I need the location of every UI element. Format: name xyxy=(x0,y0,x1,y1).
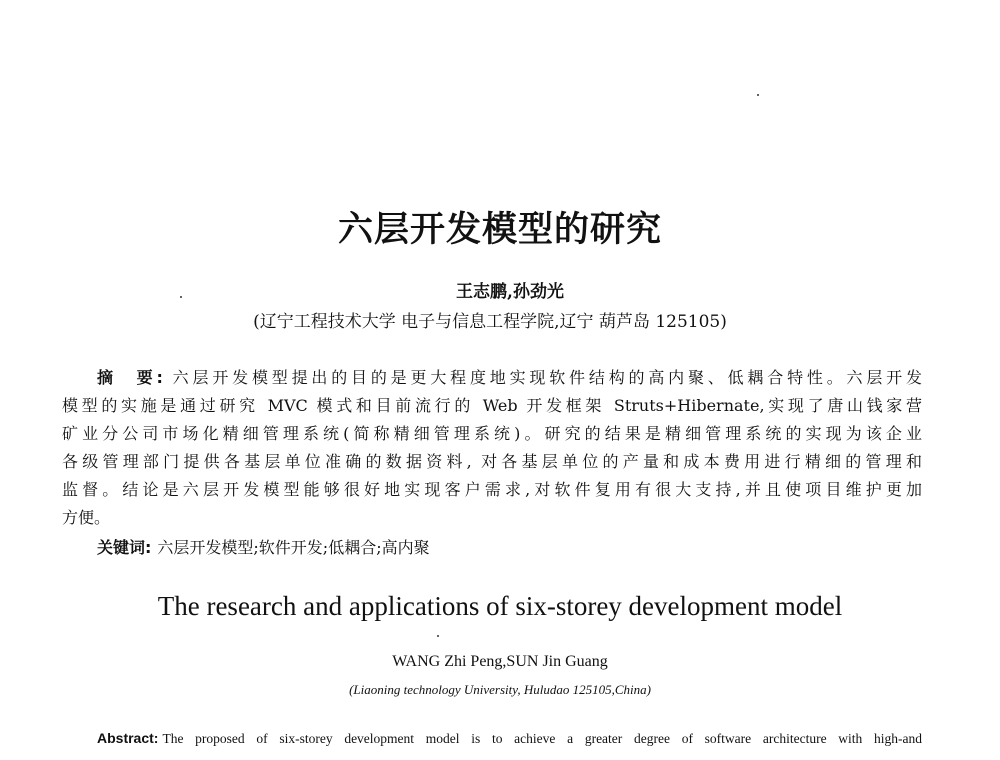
authors-en: WANG Zhi Peng,SUN Jin Guang xyxy=(392,653,608,670)
abstract-zh-line-1 xyxy=(97,365,922,391)
abstract-en-text: The proposed of six-storey development model is to achieve a greater degree of software architecture with high-and xyxy=(162,731,922,746)
abstract-zh-line-2: 模型的实施是通过研究 MVC 模式和目前流行的 Web 开发框架 Struts+Hibernate,实现了唐山钱家营 xyxy=(62,396,922,415)
abstract-zh-line-4: 各级管理部门提供各基层单位准确的数据资料, 对各基层单位的产量和成本费用进行精细的管理和 xyxy=(62,452,922,471)
abstract-en-label: Abstract: xyxy=(97,730,159,746)
affiliation-zh: (辽宁工程技术大学 电子与信息工程学院,辽宁 葫芦岛 125105) xyxy=(253,312,727,332)
keywords-zh xyxy=(97,535,430,561)
abstract-zh-line-5: 监督。结论是六层开发模型能够很好地实现客户需求,对软件复用有很大支持,并且使项目维护更加 xyxy=(62,480,922,499)
keywords-zh-text: 六层开发模型;软件开发;低耦合;高内聚 xyxy=(157,538,430,557)
affiliation-en: (Liaoning technology University, Huludao 125105,China) xyxy=(349,682,651,697)
abstract-en xyxy=(97,728,922,748)
abstract-zh-text: 六层开发模型提出的目的是更大程度地实现软件结构的高内聚、低耦合特性。六层开发 xyxy=(168,368,922,387)
paper-title-en: The research and applications of six-storey development model xyxy=(157,591,843,621)
scan-speck xyxy=(437,635,439,637)
abstract-zh-line-6: 方便。 xyxy=(62,508,111,527)
paper-title-zh: 六层开发模型的研究 xyxy=(337,210,662,250)
keywords-zh-label: 关键词: xyxy=(97,538,152,557)
abstract-zh-line-3: 矿业分公司市场化精细管理系统(简称精细管理系统)。研究的结果是精细管理系统的实现为该企业 xyxy=(62,424,922,443)
abstract-zh-label: 摘 要: xyxy=(97,368,163,387)
scan-speck xyxy=(757,94,759,96)
authors-zh: 王志鹏,孙劲光 xyxy=(456,282,564,302)
